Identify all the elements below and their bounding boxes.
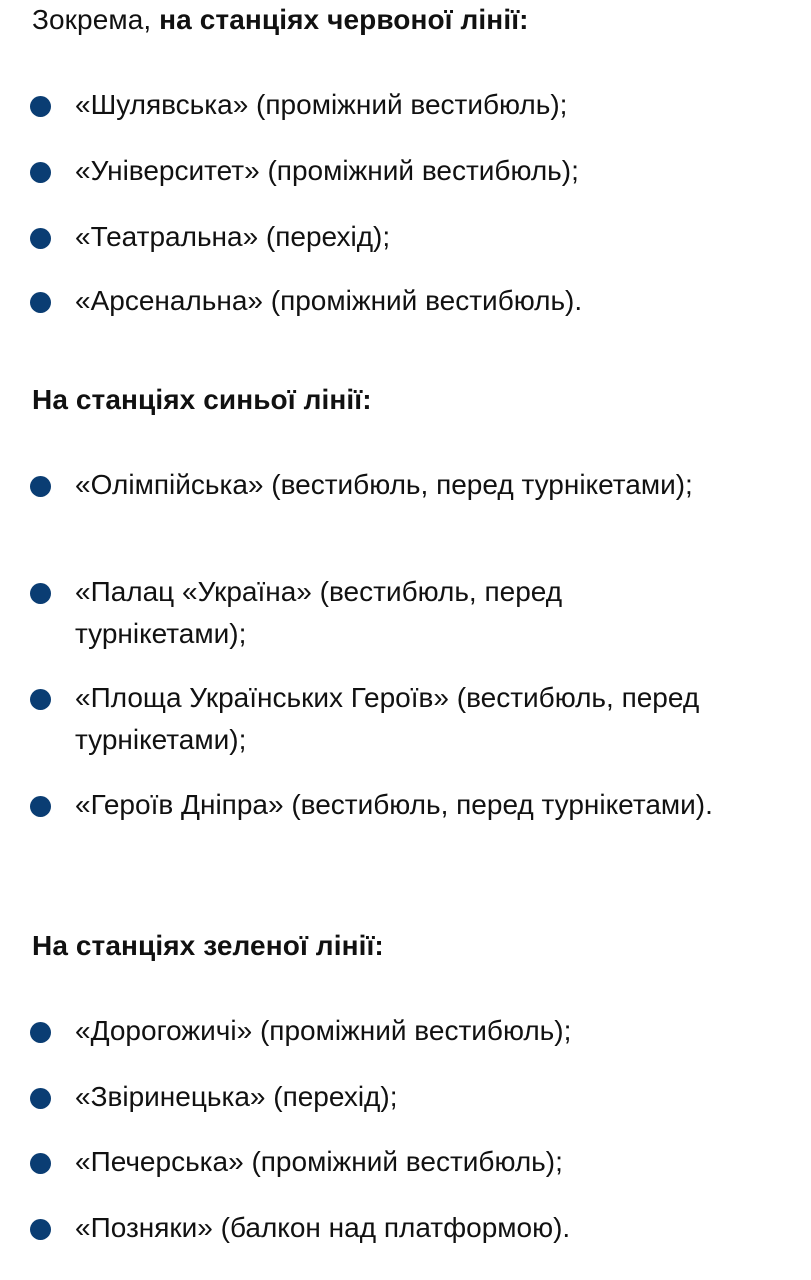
station-text: «Шулявська» (проміжний вестибюль); xyxy=(75,89,568,120)
bullet-icon xyxy=(30,1022,51,1043)
station-text: «Печерська» (проміжний вестибюль); xyxy=(75,1146,563,1177)
bullet-icon xyxy=(30,1219,51,1240)
bullet-icon xyxy=(30,1088,51,1109)
station-text: «Площа Українських Героїв» (вестибюль, перед турнікетами); xyxy=(75,682,700,755)
green-line-heading: На станціях зеленої лінії: xyxy=(32,930,384,961)
bullet-icon xyxy=(30,583,51,604)
intro-prefix: Зокрема, xyxy=(32,4,160,35)
bullet-icon xyxy=(30,96,51,117)
station-text: «Палац «Україна» (вестибюль, перед турнікетами); xyxy=(75,576,563,649)
station-text: «Олімпійська» (вестибюль, перед турнікетами); xyxy=(75,469,693,500)
station-text: «Театральна» (перехід); xyxy=(75,221,391,252)
station-text: «Університет» (проміжний вестибюль); xyxy=(75,155,579,186)
bullet-icon xyxy=(30,228,51,249)
bullet-icon xyxy=(30,1153,51,1174)
station-text: «Позняки» (балкон над платформою). xyxy=(75,1212,571,1243)
bullet-icon xyxy=(30,292,51,313)
bullet-icon xyxy=(30,476,51,497)
intro-red-line-label: на станціях червоної лінії: xyxy=(159,4,529,35)
blue-line-heading: На станціях синьої лінії: xyxy=(32,384,372,415)
bullet-icon xyxy=(30,162,51,183)
station-text: «Героїв Дніпра» (вестибюль, перед турнікетами). xyxy=(75,789,713,820)
station-text: «Дорогожичі» (проміжний вестибюль); xyxy=(75,1015,572,1046)
station-text: «Арсенальна» (проміжний вестибюль). xyxy=(75,285,583,316)
bullet-icon xyxy=(30,689,51,710)
station-text: «Звіринецька» (перехід); xyxy=(75,1081,398,1112)
bullet-icon xyxy=(30,796,51,817)
intro-heading xyxy=(32,0,529,40)
